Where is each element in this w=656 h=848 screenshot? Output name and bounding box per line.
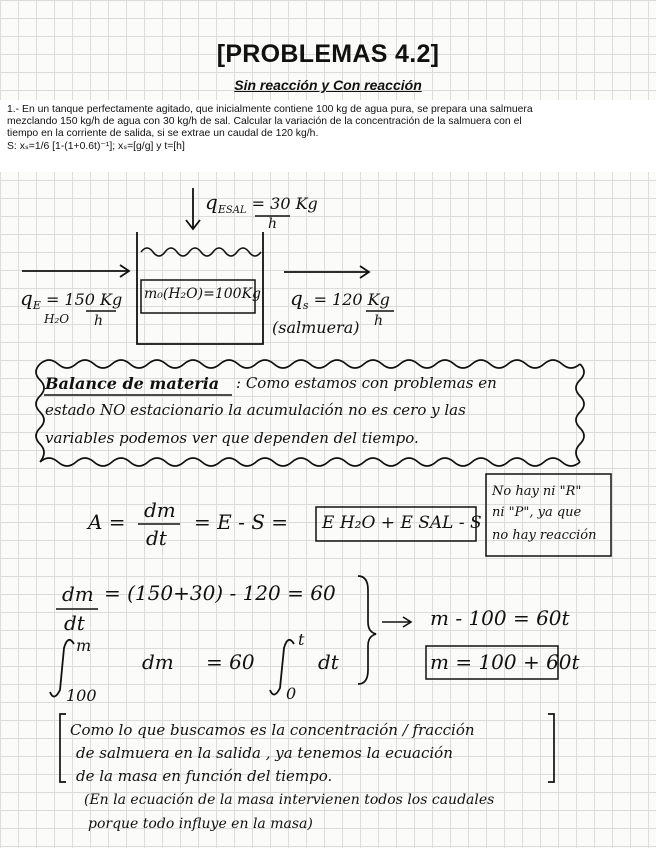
liquid-surface — [141, 248, 261, 256]
side-note-line-2: ni "P", ya que — [492, 505, 582, 520]
conclusion-line-4: (En la ecuación de la masa intervienen todos los caudales — [84, 792, 495, 808]
int-t-upper: t — [298, 630, 305, 649]
conclusion-line-5: porque todo influye en la masa) — [88, 816, 313, 832]
accumulation-symbol: A = — [88, 510, 126, 534]
eq2-denominator: dt — [64, 611, 85, 635]
side-note-line-1: No hay ni "R" — [492, 484, 582, 499]
eq1-denominator: dt — [146, 526, 167, 550]
eq2-result: m - 100 = 60t — [430, 606, 570, 630]
system-brace — [358, 576, 376, 684]
eq1-numerator: dm — [144, 498, 176, 522]
int-m-upper: m — [76, 636, 92, 655]
conclusion-line-2: de salmuera en la salida , ya tenemos la ecuación — [76, 744, 453, 762]
eq2-numerator: dm — [62, 582, 94, 606]
problem-solution: S: xₛ=1/6 [1-(1+0.6t)⁻¹]; xₛ=[g/g] y t=[h] — [7, 141, 185, 152]
outlet-flow-unit: h — [374, 313, 384, 329]
eq1-middle: = E - S = — [194, 510, 289, 534]
water-flow-subscript: H₂O — [44, 312, 70, 326]
problem-line-2: mezclando 150 kg/h de agua con 30 kg/h de sal. Calcular la variación de la concentración de la salmuera con el — [7, 116, 522, 127]
conclusion-line-3: de la masa en función del tiempo. — [76, 767, 333, 785]
salt-flow-label: $q_{ESAL} = 30$ Kg — [205, 190, 318, 217]
problem-line-1: 1.- En un tanque perfectamente agitado, que inicialmente contiene 100 kg de agua pura, se prepara una salmuera — [7, 104, 533, 115]
balance-heading: Balance de materia — [45, 374, 220, 393]
int-t-integrand: dt — [318, 650, 339, 674]
initial-mass-label: m₀(H₂O)=100Kg — [144, 286, 261, 302]
water-flow-unit: h — [94, 313, 104, 329]
eq1-boxed-terms: E H₂O + E SAL - S — [322, 513, 482, 533]
conclusion-right-bracket — [548, 714, 554, 782]
balance-line-2: estado NO estacionario la acumulación no es cero y las — [45, 401, 466, 419]
balance-line-3: variables podemos ver que dependen del tiempo. — [45, 429, 419, 447]
problem-line-3: tiempo en la corriente de salida, si se extrae un caudal de 120 kg/h. — [7, 128, 319, 139]
conclusion-left-bracket — [60, 714, 66, 782]
eq2-rhs: = (150+30) - 120 = 60 — [104, 581, 336, 605]
page-title: [PROBLEMAS 4.2] — [216, 40, 440, 68]
eq2-equals-60: = 60 — [206, 650, 255, 674]
int-m-integrand: dm — [142, 650, 174, 674]
water-flow-label: $q_E = 150$ Kg — [20, 286, 123, 313]
balance-line-1: : Como estamos con problemas en — [236, 374, 497, 392]
salt-flow-unit: h — [268, 216, 278, 232]
int-m-lower: 100 — [66, 686, 97, 705]
page-subtitle: Sin reacción y Con reacción — [234, 77, 422, 93]
int-t-lower: 0 — [286, 684, 297, 703]
side-note-line-3: no hay reacción — [492, 528, 597, 543]
outlet-flow-label: $q_s = 120$ Kg — [290, 286, 390, 313]
conclusion-line-1: Como lo que buscamos es la concentración / fracción — [70, 721, 475, 739]
eq2-result-boxed: m = 100 + 60t — [430, 650, 580, 674]
outlet-stream-name: (salmuera) — [272, 318, 360, 337]
